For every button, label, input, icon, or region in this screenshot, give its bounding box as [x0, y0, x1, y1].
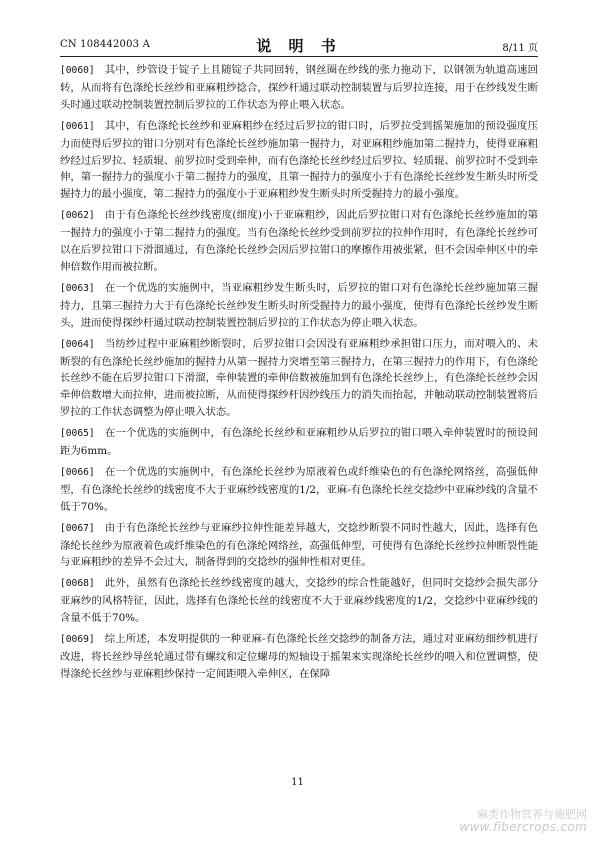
- paragraph-0065: [60, 425, 538, 460]
- paragraph-number: [0062]: [60, 210, 95, 222]
- paragraph-0063: [60, 280, 538, 332]
- watermark-url: www.fibercrops.com: [459, 820, 587, 834]
- paragraph-number: [0060]: [60, 65, 95, 76]
- paragraph-text: 综上所述，本发明提供的一种亚麻-有色涤纶长丝交捻纱的制备方法，通过对亚麻纺细纱机进行改进，将长丝纱导丝轮通过带有螺纹和定位螺母的短轴设于摇架来实现涤纶长丝纱的喂入和位置调整，使得涤纶长丝纱与亚麻粗纱保持一定间距喂入牵伸区，在保障: [60, 633, 538, 680]
- paragraph-0064: [60, 336, 538, 422]
- paragraph-number: [0061]: [60, 120, 95, 132]
- paragraph-0060: [60, 62, 538, 114]
- paragraph-text: 在一个优选的实施例中，有色涤纶长丝纱为原液着色或纤维染色的有色涤纶网络丝，高强低伸型，有色涤纶长丝纱的线密度不大于亚麻纱线密度的1/2，亚麻-有色涤纶长丝交捻纱中亚麻纱线的含量不低于70%。: [60, 465, 538, 513]
- paragraph-text: 当纺纱过程中亚麻粗纱断裂时，后罗拉钳口会因没有亚麻粗纱承担钳口压力，而对喂入的、未断裂的有色涤纶长丝纱施加的握持力从第一握持力突增至第三握持力，在第三握持力的作用下，有色涤纶长丝纱不能在后罗拉钳口下滑溜，牵伸装置的牵伸倍数被施加到有色涤纶长丝纱上，有色涤纶长丝纱会因牵伸倍数增大而拉伸，进而被拉断，从而使得探纱杆因纱线压力的消失而抬起，并触动联动控制装置将后罗拉的工作状态调整为停止喂入状态。: [60, 337, 538, 419]
- paragraph-0062: [60, 207, 538, 276]
- page-number: 11: [291, 777, 304, 788]
- paragraph-0068: [60, 575, 538, 627]
- paragraph-number: [0068]: [60, 578, 95, 590]
- page-indicator: 8/11 页: [502, 43, 538, 54]
- paragraph-0061: [60, 118, 538, 204]
- paragraph-text: 其中，纱管设于锭子上且随锭子共同回转，钢丝圈在纱线的张力拖动下，以钢领为轨道高速回转，从而将有色涤纶长丝纱和亚麻粗纱捻合，探纱杆通过联动控制装置与后罗拉连接，用于在纱线发生断头时通过联动控制装置控制后罗拉的工作状态为停止喂入状态。: [60, 64, 538, 111]
- paragraph-number: [0063]: [60, 282, 95, 294]
- paragraph-text: 此外，虽然有色涤纶长丝纱线密度的越大，交捻纱的综合性能越好，但同时交捻纱会损失部分亚麻纱的风格特征，因此，选择有色涤纶长丝的线密度不大于亚麻纱线密度的1/2，交捻纱中亚麻纱线的含量不低于70%。: [60, 577, 538, 625]
- paragraph-0069: [60, 631, 538, 683]
- section-title: 说 明 书: [256, 37, 342, 55]
- paragraph-number: [0067]: [60, 522, 95, 534]
- page-header: [60, 37, 538, 53]
- paragraph-text: 在一个优选的实施例中，当亚麻粗纱发生断头时，后罗拉的钳口对有色涤纶长丝纱施加第三握持力，且第三握持力大于有色涤纶长丝纱发生断头时所受握持力的最小强度，使得有色涤纶长丝纱发生断头，进而使得探纱杆通过联动控制装置控制后罗拉的工作状态为停止喂入状态。: [60, 281, 538, 329]
- paragraph-0067: [60, 520, 538, 572]
- paragraph-number: [0069]: [60, 634, 95, 646]
- paragraph-text: 由于有色涤纶长丝纱与亚麻纱拉伸性能差异越大，交捻纱断裂不同时性越大，因此，选择有色涤纶长丝纱为原液着色或纤维染色的有色涤纶网络丝，高强低伸型，可使得有色涤纶长丝纱拉伸断裂性能与亚麻粗纱的差异不会过大，制备得到的交捻纱的强伸性相对更佳。: [60, 521, 538, 569]
- patent-number: CN 108442003 A: [60, 39, 151, 50]
- paragraph-number: [0065]: [60, 428, 95, 440]
- paragraph-0066: [60, 464, 538, 516]
- paragraph-number: [0066]: [60, 466, 95, 478]
- site-watermark: [459, 808, 587, 834]
- paragraph-text: 其中，有色涤纶长丝纱和亚麻粗纱在经过后罗拉的钳口时，后罗拉受到摇架施加的预设强度压力而使得后罗拉的钳口分别对有色涤纶长丝纱施加第一握持力，对亚麻粗纱施加第二握持力，使得亚麻粗纱经过后罗拉、轻质辊、前罗拉时受到牵伸，而有色涤纶长丝纱经过后罗拉、轻质辊、前罗拉时不受到牵伸，第一握持力的强度小于第二握持力的强度，且第一握持力的强度小于有色涤纶长丝纱发生断头时所受握持力的最小强度，第二握持力的强度小于亚麻粗纱发生断头时所受握持力的最小强度。: [60, 119, 538, 201]
- paragraph-text: 由于有色涤纶长丝纱线密度(细度)小于亚麻粗纱，因此后罗拉钳口对有色涤纶长丝纱施加的第一握持力的强度小于第二握持力的强度。当有色涤纶长丝纱受到前罗拉的拉伸作用时，有色涤纶长丝纱可以在后罗拉钳口下滑溜通过，有色涤纶长丝纱会因后罗拉钳口的摩擦作用被张紧，但不会因牵伸区中的牵伸倍数作用而被拉断。: [60, 209, 538, 273]
- header-divider: [60, 56, 538, 57]
- watermark-site-name: 麻类作物营养与施肥网: [477, 808, 587, 821]
- paragraph-number: [0064]: [60, 338, 95, 350]
- paragraph-text: 在一个优选的实施例中，有色涤纶长丝纱和亚麻粗纱从后罗拉的钳口喂入牵伸装置时的预设间距为6mm。: [60, 427, 538, 458]
- description-body: [60, 62, 538, 687]
